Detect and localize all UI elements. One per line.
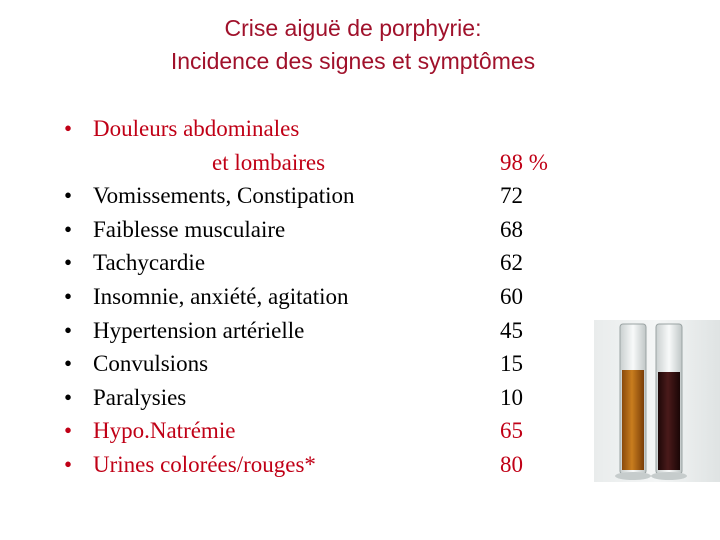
symptom-list [64, 112, 584, 482]
symptom-label: Convulsions [93, 351, 209, 377]
list-item [64, 246, 584, 280]
symptom-value: 65 [500, 418, 523, 444]
symptom-label: Insomnie, anxiété, agitation [93, 283, 349, 309]
list-item [64, 112, 584, 146]
list-item [64, 314, 584, 348]
bullet: • [64, 317, 73, 343]
symptom-label: Faiblesse musculaire [93, 216, 286, 242]
bullet: • [64, 351, 73, 377]
bullet: • [64, 451, 73, 477]
bullet: • [64, 216, 73, 242]
list-item [64, 414, 584, 448]
symptom-value: 62 [500, 250, 523, 276]
bullet: • [64, 418, 73, 444]
list-item [64, 179, 584, 213]
symptom-label: Douleurs abdominales [93, 116, 300, 141]
list-item [64, 213, 584, 247]
bullet: • [64, 283, 73, 309]
symptom-label: Tachycardie [93, 250, 206, 276]
bullet: • [64, 250, 73, 276]
title-line-2: Incidence des signes et symptômes [170, 48, 536, 74]
symptom-value: 15 [500, 351, 523, 377]
bullet: • [64, 116, 73, 141]
test-tubes-photo [594, 320, 720, 482]
symptom-label: Urines colorées/rouges* [93, 451, 316, 477]
symptom-label: Vomissements, Constipation [93, 183, 355, 209]
symptom-value: 72 [500, 183, 523, 209]
symptom-label: Hypo.Natrémie [93, 418, 236, 444]
symptom-label: Hypertension artérielle [93, 317, 305, 343]
symptom-label: et lombaires [212, 149, 326, 175]
symptom-value: 80 [500, 451, 523, 477]
symptom-label: Paralysies [93, 384, 187, 410]
list-item [64, 280, 584, 314]
slide-title [0, 12, 706, 78]
list-item [64, 448, 584, 482]
title-line-1: Crise aiguë de porphyrie: [224, 15, 482, 41]
bullet: • [64, 183, 73, 209]
list-item [64, 146, 584, 180]
bullet: • [64, 384, 73, 410]
symptom-value: 60 [500, 283, 523, 309]
symptom-value: 45 [500, 317, 523, 343]
symptom-value: 68 [500, 216, 523, 242]
symptom-value: 98 % [500, 149, 548, 175]
list-item [64, 381, 584, 415]
list-item [64, 347, 584, 381]
symptom-value: 10 [500, 384, 523, 410]
